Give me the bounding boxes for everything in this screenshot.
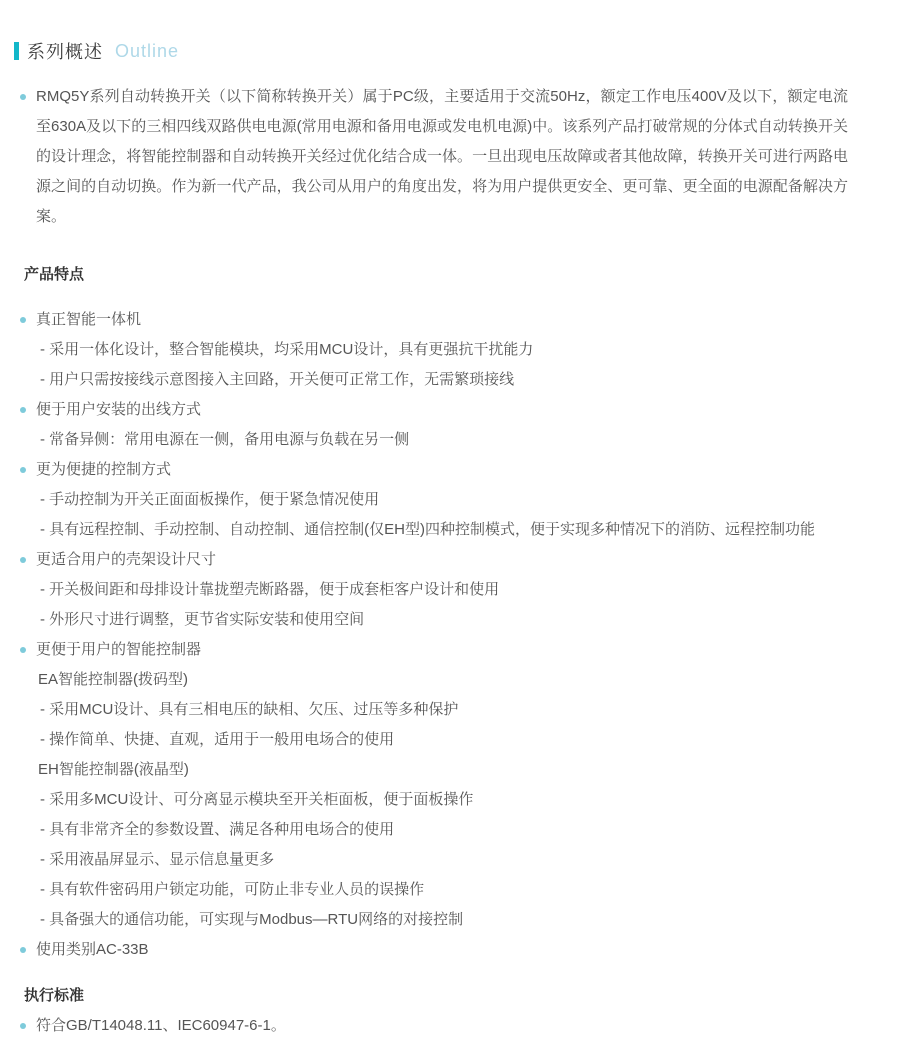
list-item-text: 更适合用户的壳架设计尺寸 (36, 551, 217, 568)
list-item-text: - 手动控制为开关正面面板操作，便于紧急情况使用 (40, 491, 380, 508)
list-item (20, 665, 900, 695)
list-item-text: - 常备异侧：常用电源在一侧，备用电源与负载在另一侧 (40, 431, 410, 448)
list-item-text: 更便于用户的智能控制器 (36, 641, 202, 658)
list-item (20, 695, 900, 725)
accent-bar-icon (14, 42, 19, 60)
standards-list (0, 1011, 900, 1041)
list-item-text: - 采用一体化设计，整合智能模块，均采用MCU设计，具有更强抗干扰能力 (40, 341, 534, 358)
list-item (20, 605, 900, 635)
list-item-text: - 具有软件密码用户锁定功能，可防止非专业人员的误操作 (40, 881, 425, 898)
list-item (20, 425, 900, 455)
list-item (20, 755, 900, 785)
list-item (20, 635, 900, 665)
list-item-text: 符合GB/T14048.11、IEC60947-6-1。 (36, 1017, 286, 1034)
list-item-text: - 用户只需按接线示意图接入主回路，开关便可正常工作，无需繁琐接线 (40, 371, 515, 388)
features-list (0, 305, 900, 965)
list-item (20, 875, 900, 905)
overview-paragraph: RMQ5Y系列自动转换开关（以下简称转换开关）属于PC级，主要适用于交流50Hz，额定工作电压400V及以下，额定电流至630A及以下的三相四线双路供电电源(常用电源和备用电源或发电机电源)中。该系列产品打破常规的分体式自动转换开关的设计理念，将智能控制器和自动转换开关经过优化结合成一体。一旦出现电压故障或者其他故障，转换开关可进行两路电源之间的自动切换。作为新一代产品，我公司从用户的角度出发，将为用户提供更安全、更可靠、更全面的电源配备解决方案。 (36, 88, 848, 225)
list-item-text: - 采用多MCU设计、可分离显示模块至开关柜面板，便于面板操作 (40, 791, 474, 808)
list-item (20, 785, 900, 815)
list-item (20, 395, 900, 425)
page-header (14, 40, 900, 62)
list-item (20, 305, 900, 335)
bullet-icon (20, 407, 26, 413)
list-item (20, 845, 900, 875)
bullet-icon (20, 947, 26, 953)
list-item (20, 545, 900, 575)
list-item-text: 更为便捷的控制方式 (36, 461, 172, 478)
list-item (20, 935, 900, 965)
bullet-icon (20, 467, 26, 473)
list-item-text: EA智能控制器(拨码型) (38, 671, 189, 688)
page-title-en: Outline (115, 40, 180, 61)
list-item-text: - 外形尺寸进行调整，更节省实际安装和使用空间 (40, 611, 365, 628)
list-item (20, 485, 900, 515)
bullet-icon (20, 557, 26, 563)
bullet-icon (20, 1023, 26, 1029)
list-item-text: - 具有非常齐全的参数设置、满足各种用电场合的使用 (40, 821, 395, 838)
list-item-text: 使用类别AC-33B (36, 941, 149, 958)
list-item-text: 便于用户安装的出线方式 (36, 401, 202, 418)
page-title-zh: 系列概述 (27, 42, 103, 62)
list-item (20, 815, 900, 845)
bullet-icon (20, 647, 26, 653)
features-heading: 产品特点 (24, 266, 85, 283)
list-item-text: - 开关极间距和母排设计靠拢塑壳断路器，便于成套柜客户设计和使用 (40, 581, 500, 598)
list-item-text: - 具备强大的通信功能，可实现与Modbus—RTU网络的对接控制 (40, 911, 464, 928)
standards-heading: 执行标准 (24, 987, 85, 1004)
list-item (20, 335, 900, 365)
overview-paragraph-row (20, 82, 900, 232)
list-item (20, 455, 900, 485)
list-item (20, 1011, 900, 1041)
list-item-text: - 具有远程控制、手动控制、自动控制、通信控制(仅EH型)四种控制模式，便于实现多种情况下的消防、远程控制功能 (40, 521, 815, 538)
list-item-text: EH智能控制器(液晶型) (38, 761, 189, 778)
list-item-text: 真正智能一体机 (36, 311, 142, 328)
bullet-icon (20, 317, 26, 323)
list-item (20, 725, 900, 755)
list-item (20, 365, 900, 395)
list-item-text: - 采用液晶屏显示、显示信息量更多 (40, 851, 275, 868)
list-item (20, 905, 900, 935)
list-item-text: - 操作简单、快捷、直观，适用于一般用电场合的使用 (40, 731, 395, 748)
list-item (20, 575, 900, 605)
bullet-icon (20, 94, 26, 100)
list-item (20, 515, 900, 545)
list-item-text: - 采用MCU设计、具有三相电压的缺相、欠压、过压等多种保护 (40, 701, 459, 718)
